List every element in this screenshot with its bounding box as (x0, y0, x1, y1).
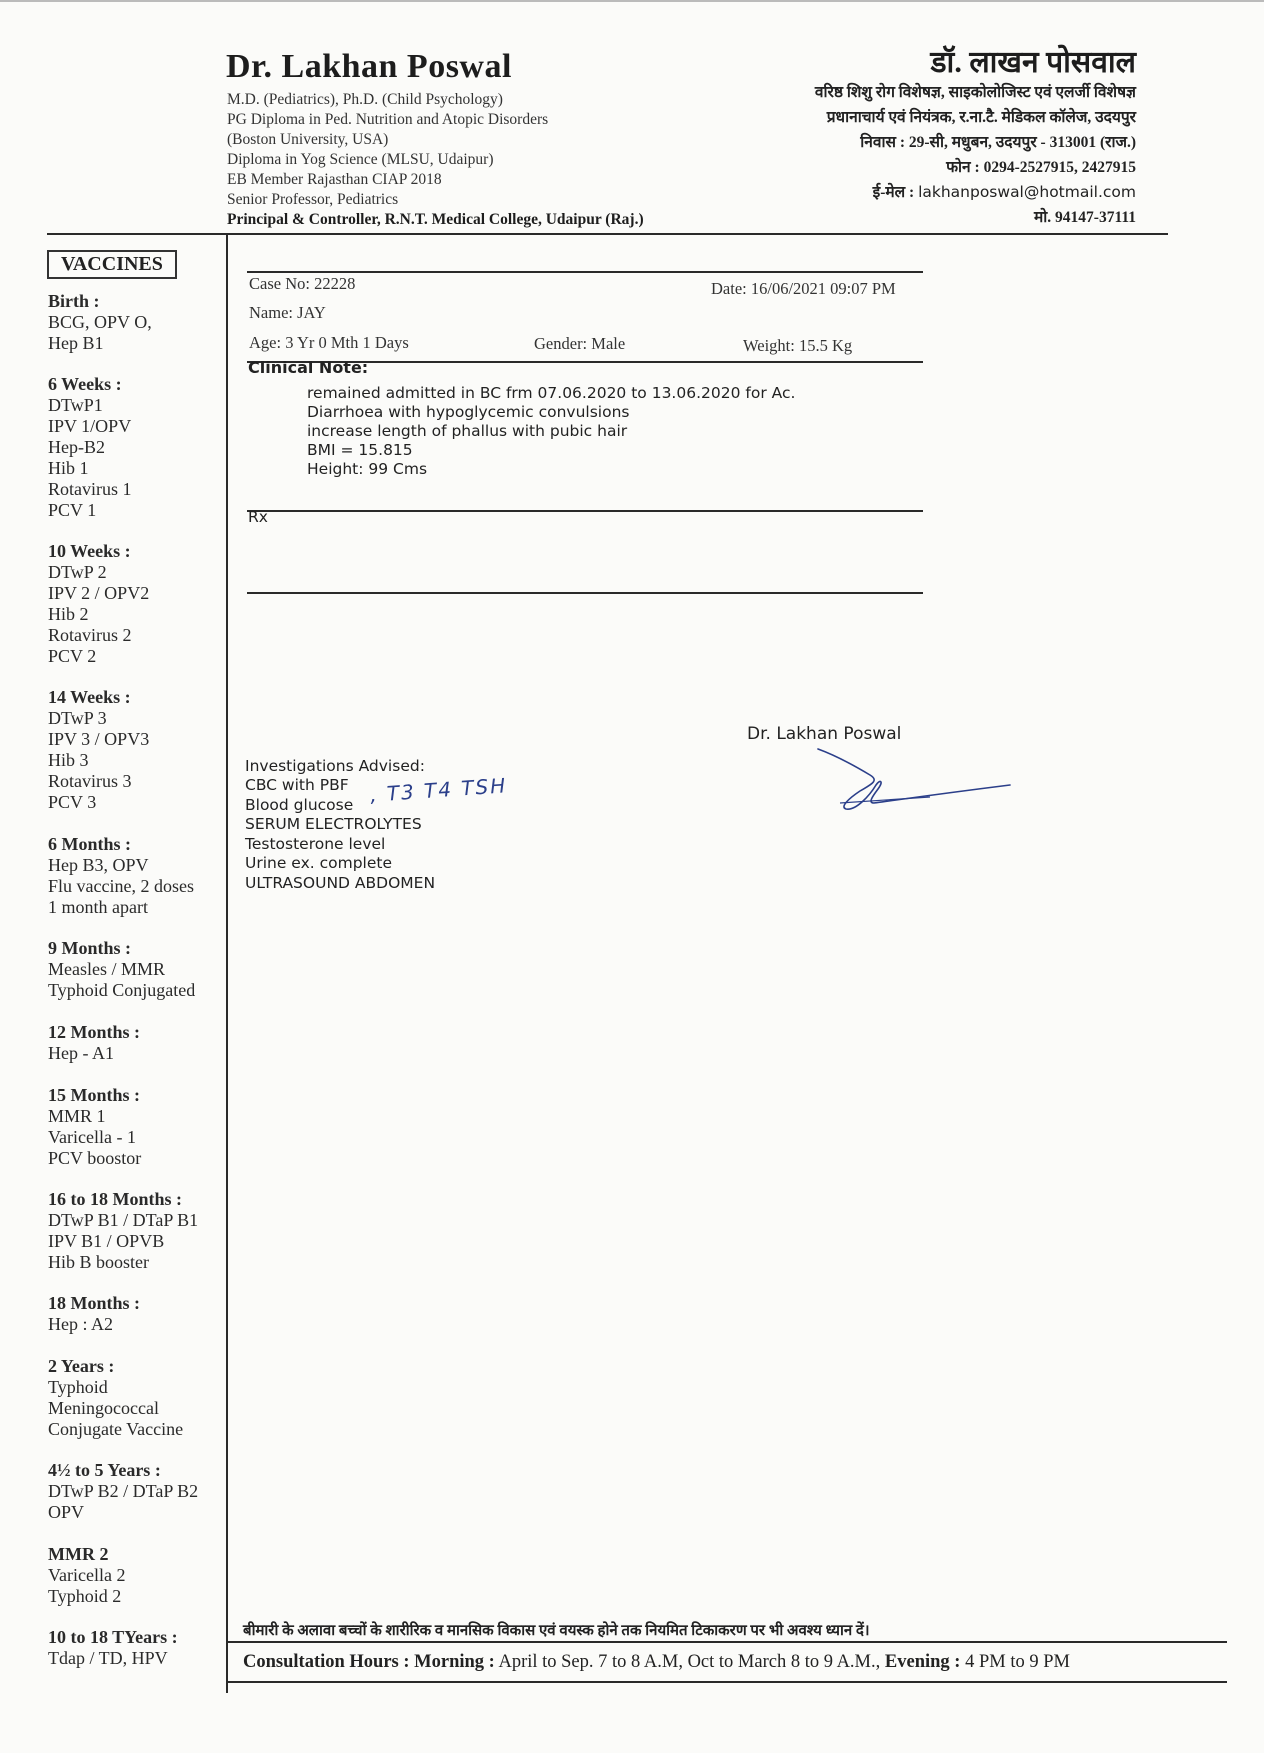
vaccine-item: IPV 1/OPV (48, 416, 132, 436)
vaccine-item: Hep - A1 (48, 1043, 114, 1063)
vaccine-item: 1 month apart (48, 897, 148, 917)
visit-date: Date: 16/06/2021 09:07 PM (711, 279, 896, 298)
vaccine-group-heading: 4½ to 5 Years : (48, 1460, 161, 1480)
case-top-line (247, 271, 923, 273)
morning-label: Morning : (414, 1652, 495, 1672)
qualification-line: Diploma in Yog Science (MLSU, Udaipur) (227, 151, 494, 168)
footer-hindi-note: बीमारी के अलावा बच्चों के शारीरिक व मानसिक विकास एवं वयस्क होने तक नियमित टिकाकरण पर भी अवश्य ध्यान दें। (243, 1623, 870, 1639)
investigations-heading: Investigations Advised: (245, 757, 425, 775)
vaccine-item: Tdap / TD, HPV (48, 1648, 168, 1668)
rx-top-line (247, 510, 923, 512)
rx-label: Rx (248, 508, 268, 526)
vaccine-item: Flu vaccine, 2 doses (48, 876, 194, 896)
qualification-line: Senior Professor, Pediatrics (227, 191, 399, 208)
vaccine-item: PCV 2 (48, 646, 97, 666)
evening-hours: 4 PM to 9 PM (965, 1652, 1070, 1672)
vaccine-item: Rotavirus 3 (48, 771, 132, 791)
hindi-line: निवास : 29-सी, मधुबन, उदयपुर - 313001 (राज.) (860, 134, 1136, 151)
vaccine-group-12-months (48, 1022, 140, 1064)
email-line (815, 180, 1136, 205)
vaccine-group-heading: 14 Weeks : (48, 687, 131, 707)
clinical-note-line: BMI = 15.815 (307, 441, 413, 459)
vaccine-item: Hep B3, OPV (48, 855, 149, 875)
vaccine-item: IPV B1 / OPVB (48, 1231, 165, 1251)
vaccine-item: DTwP1 (48, 395, 103, 415)
vaccine-group-heading: 18 Months : (48, 1293, 141, 1313)
vaccine-item: DTwP 3 (48, 708, 107, 728)
case-number: Case No: 22228 (249, 274, 356, 293)
vaccine-item: Varicella 2 (48, 1565, 126, 1585)
consultation-hours (243, 1652, 1070, 1673)
vaccine-group-6-weeks (48, 374, 132, 521)
designation-line: Principal & Controller, R.N.T. Medical College, Udaipur (Raj.) (227, 211, 644, 228)
investigation-item: ULTRASOUND ABDOMEN (245, 873, 436, 892)
clinical-note-line: Height: 99 Cms (307, 460, 428, 478)
vaccine-item: MMR 1 (48, 1106, 106, 1126)
vaccine-group-heading: MMR 2 (48, 1544, 109, 1564)
vaccine-item: BCG, OPV O, (48, 312, 152, 332)
vaccine-group-heading: Birth : (48, 291, 100, 311)
morning-hours: April to Sep. 7 to 8 A.M, Oct to March 8 to 9 A.M., (498, 1652, 881, 1672)
vaccine-group-heading: 12 Months : (48, 1022, 141, 1042)
vaccine-group-heading: 6 Months : (48, 834, 132, 854)
vaccines-title: VACCINES (47, 250, 177, 279)
rx-bottom-line (247, 592, 923, 594)
doctor-name-hindi: डॉ. लाखन पोसवाल (930, 46, 1136, 79)
vaccine-item: Measles / MMR (48, 959, 165, 979)
investigation-item: CBC with PBF (245, 776, 349, 794)
header-divider (47, 233, 1168, 235)
handwritten-addition: , T3 T4 TSH (369, 773, 508, 807)
patient-age: Age: 3 Yr 0 Mth 1 Days (249, 333, 409, 352)
top-edge-line (0, 0, 1264, 2)
sidebar-divider (226, 233, 228, 1693)
vaccine-item: Hib 3 (48, 750, 89, 770)
vaccine-item: Typhoid (48, 1377, 108, 1397)
vaccine-group-heading: 6 Weeks : (48, 374, 122, 394)
vaccine-group-heading: 16 to 18 Months : (48, 1189, 182, 1209)
signature-name: Dr. Lakhan Poswal (747, 724, 902, 744)
vaccine-item: Hep-B2 (48, 437, 105, 457)
clinical-note-line: remained admitted in BC frm 07.06.2020 to 13.06.2020 for Ac. (307, 384, 796, 402)
clinical-note-line: Diarrhoea with hypoglycemic convulsions (307, 403, 630, 421)
vaccine-item: IPV 3 / OPV3 (48, 729, 150, 749)
email-link[interactable]: lakhanposwal@hotmail.com (918, 183, 1136, 201)
vaccine-group-heading: 10 to 18 TYears : (48, 1627, 178, 1647)
vaccine-group-heading: 2 Years : (48, 1356, 115, 1376)
vaccine-group-4-5-years (48, 1460, 198, 1523)
vaccine-item: Typhoid Conjugated (48, 980, 196, 1000)
patient-weight: Weight: 15.5 Kg (743, 336, 853, 355)
vaccine-item: Hep B1 (48, 333, 104, 353)
vaccine-group-14-weeks (48, 687, 149, 813)
vaccine-group-heading: 15 Months : (48, 1085, 141, 1105)
vaccine-group-10-weeks (48, 541, 149, 667)
vaccine-item: Rotavirus 1 (48, 479, 132, 499)
investigation-item: Blood glucose (245, 795, 354, 814)
vaccine-group-15-months (48, 1085, 141, 1169)
vaccine-group-heading: 10 Weeks : (48, 541, 131, 561)
vaccine-item: Hib 1 (48, 458, 89, 478)
consultation-label: Consultation Hours : (243, 1652, 410, 1672)
vaccine-item: DTwP B1 / DTaP B1 (48, 1210, 199, 1230)
vaccine-item: Typhoid 2 (48, 1586, 122, 1606)
vaccine-group-birth (48, 291, 152, 354)
vaccine-group-heading: 9 Months : (48, 938, 132, 958)
vaccine-group-mmr-2 (48, 1544, 125, 1607)
qualifications-block (227, 90, 644, 230)
vaccine-item: Hib B booster (48, 1252, 149, 1272)
footer-bottom-line (228, 1681, 1227, 1683)
hindi-line: प्रधानाचार्य एवं नियंत्रक, र.ना.टै. मेडिकल कॉलेज, उदयपुर (826, 109, 1136, 126)
vaccine-group-18-months (48, 1293, 140, 1335)
qualification-line: EB Member Rajasthan CIAP 2018 (227, 171, 442, 188)
vaccine-item: IPV 2 / OPV2 (48, 583, 150, 603)
investigation-item: Testosterone level (245, 834, 386, 853)
evening-label: Evening : (884, 1652, 961, 1672)
vaccine-item: PCV 1 (48, 500, 97, 520)
vaccine-item: PCV boostor (48, 1148, 142, 1168)
clinical-note-body (307, 384, 795, 479)
hindi-line: वरिष्ठ शिशु रोग विशेषज्ञ, साइकोलोजिस्ट एवं एलर्जी विशेषज्ञ (814, 84, 1136, 101)
vaccine-item: Hep : A2 (48, 1314, 113, 1334)
vaccine-group-16-18-months (48, 1189, 198, 1273)
vaccine-group-10-18-years (48, 1627, 178, 1669)
qualification-line: PG Diploma in Ped. Nutrition and Atopic Disorders (227, 111, 549, 128)
investigation-item: SERUM ELECTROLYTES (245, 815, 422, 834)
vaccine-group-6-months (48, 834, 194, 918)
vaccine-item: PCV 3 (48, 792, 97, 812)
clinical-note-heading: Clinical Note: (248, 358, 369, 377)
patient-gender: Gender: Male (534, 334, 626, 353)
vaccine-item: Rotavirus 2 (48, 625, 132, 645)
vaccine-item: DTwP B2 / DTaP B2 (48, 1481, 199, 1501)
vaccine-item: Conjugate Vaccine (48, 1419, 184, 1439)
investigation-item: Urine ex. complete (245, 854, 393, 873)
footer-top-line (228, 1641, 1227, 1643)
doctor-name-english: Dr. Lakhan Poswal (226, 48, 512, 85)
vaccine-group-9-months (48, 938, 195, 1001)
mobile-line: मो. 94147-37111 (1034, 209, 1136, 226)
clinical-note-line: increase length of phallus with pubic hair (307, 422, 628, 440)
hindi-address-block (815, 80, 1136, 230)
email-label: ई-मेल : (872, 184, 915, 201)
qualification-line: (Boston University, USA) (227, 131, 389, 148)
patient-name: Name: JAY (249, 303, 326, 322)
vaccine-item: Hib 2 (48, 604, 89, 624)
vaccine-item: Meningococcal (48, 1398, 159, 1418)
vaccine-item: Varicella - 1 (48, 1127, 136, 1147)
hindi-line: फोन : 0294-2527915, 2427915 (946, 159, 1136, 176)
qualification-line: M.D. (Pediatrics), Ph.D. (Child Psychology) (227, 91, 503, 108)
vaccine-item: DTwP 2 (48, 562, 107, 582)
handwritten-signature-icon (800, 745, 1020, 815)
vaccine-group-2-years (48, 1356, 183, 1440)
vaccine-item: OPV (48, 1502, 85, 1522)
